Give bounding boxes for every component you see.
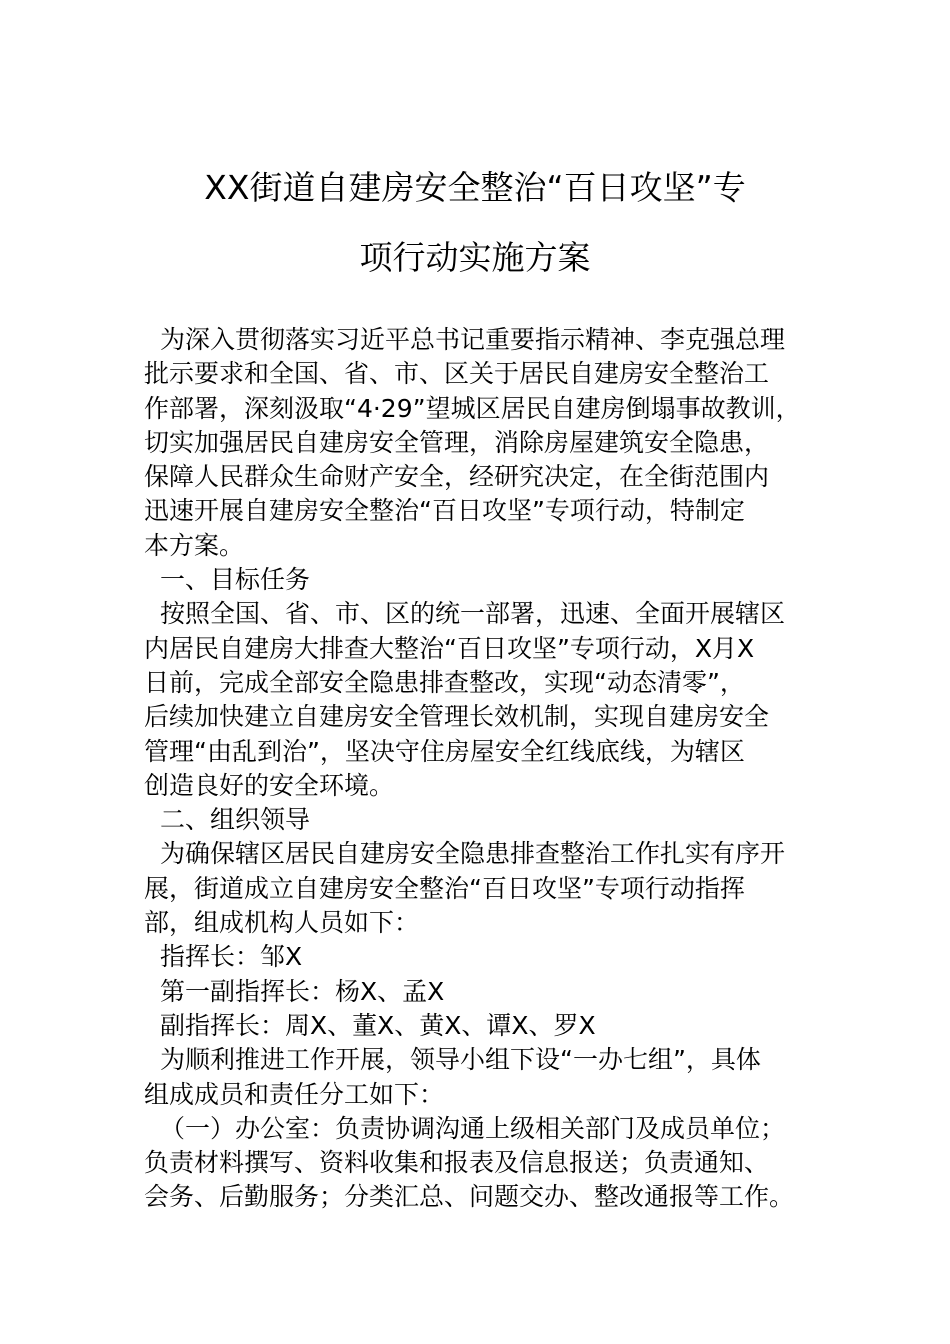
paragraph-line: 为确保辖区居民自建房安全隐患排查整治工作扎实有序开 — [160, 839, 786, 869]
paragraph-line: 展，街道成立自建房安全整治“百日攻坚”专项行动指挥 — [144, 873, 745, 903]
section-heading: 一、目标任务 — [160, 565, 311, 595]
paragraph-line: 管理“由乱到治”，坚决守住房屋安全红线底线，为辖区 — [144, 736, 745, 766]
paragraph-line: 会务、后勤服务；分类汇总、问题交办、整改通报等工作。 — [144, 1182, 795, 1212]
paragraph-line: 为顺利推进工作开展，领导小组下设“一办七组”，具体 — [160, 1045, 761, 1075]
document-body — [144, 323, 820, 1215]
paragraph-line: 后续加快建立自建房安全管理长效机制，实现自建房安全 — [144, 702, 770, 732]
paragraph-line: 日前，完成全部安全隐患排查整改，实现“动态清零”， — [144, 667, 745, 697]
paragraph-line: 迅速开展自建房安全整治“百日攻坚”专项行动，特制定 — [144, 496, 745, 526]
section-heading: 二、组织领导 — [160, 805, 311, 835]
paragraph-line: 部，组成机构人员如下： — [144, 908, 420, 938]
paragraph-line: （一）办公室：负责协调沟通上级相关部门及成员单位； — [160, 1113, 786, 1143]
paragraph-line: 第一副指挥长：杨X、孟X — [160, 976, 445, 1006]
paragraph-line: 创造良好的安全环境。 — [144, 770, 395, 800]
paragraph-line: 作部署，深刻汲取“4·29”望城区居民自建房倒塌事故教训， — [144, 393, 801, 423]
paragraph-line: 批示要求和全国、省、市、区关于居民自建房安全整治工 — [144, 359, 770, 389]
paragraph-line: 负责材料撰写、资料收集和报表及信息报送；负责通知、 — [144, 1148, 770, 1178]
paragraph-line: 内居民自建房大排查大整治“百日攻坚”专项行动，X月X — [144, 633, 755, 663]
paragraph-line: 按照全国、省、市、区的统一部署，迅速、全面开展辖区 — [160, 599, 786, 629]
paragraph-line: 本方案。 — [144, 530, 245, 560]
paragraph-line: 副指挥长：周X、董X、黄X、谭X、罗X — [160, 1010, 596, 1040]
document-title-line-2: 项行动实施方案 — [359, 238, 591, 277]
paragraph-line: 切实加强居民自建房安全管理，消除房屋建筑安全隐患， — [144, 427, 770, 457]
paragraph-line: 为深入贯彻落实习近平总书记重要指示精神、李克强总理 — [160, 325, 786, 354]
paragraph-line: 指挥长：邹X — [160, 942, 303, 972]
document-title-line-1: XX街道自建房安全整治“百日攻坚”专 — [204, 168, 746, 207]
paragraph-line: 组成成员和责任分工如下： — [144, 1079, 445, 1109]
paragraph-line: 保障人民群众生命财产安全，经研究决定，在全街范围内 — [144, 462, 770, 492]
